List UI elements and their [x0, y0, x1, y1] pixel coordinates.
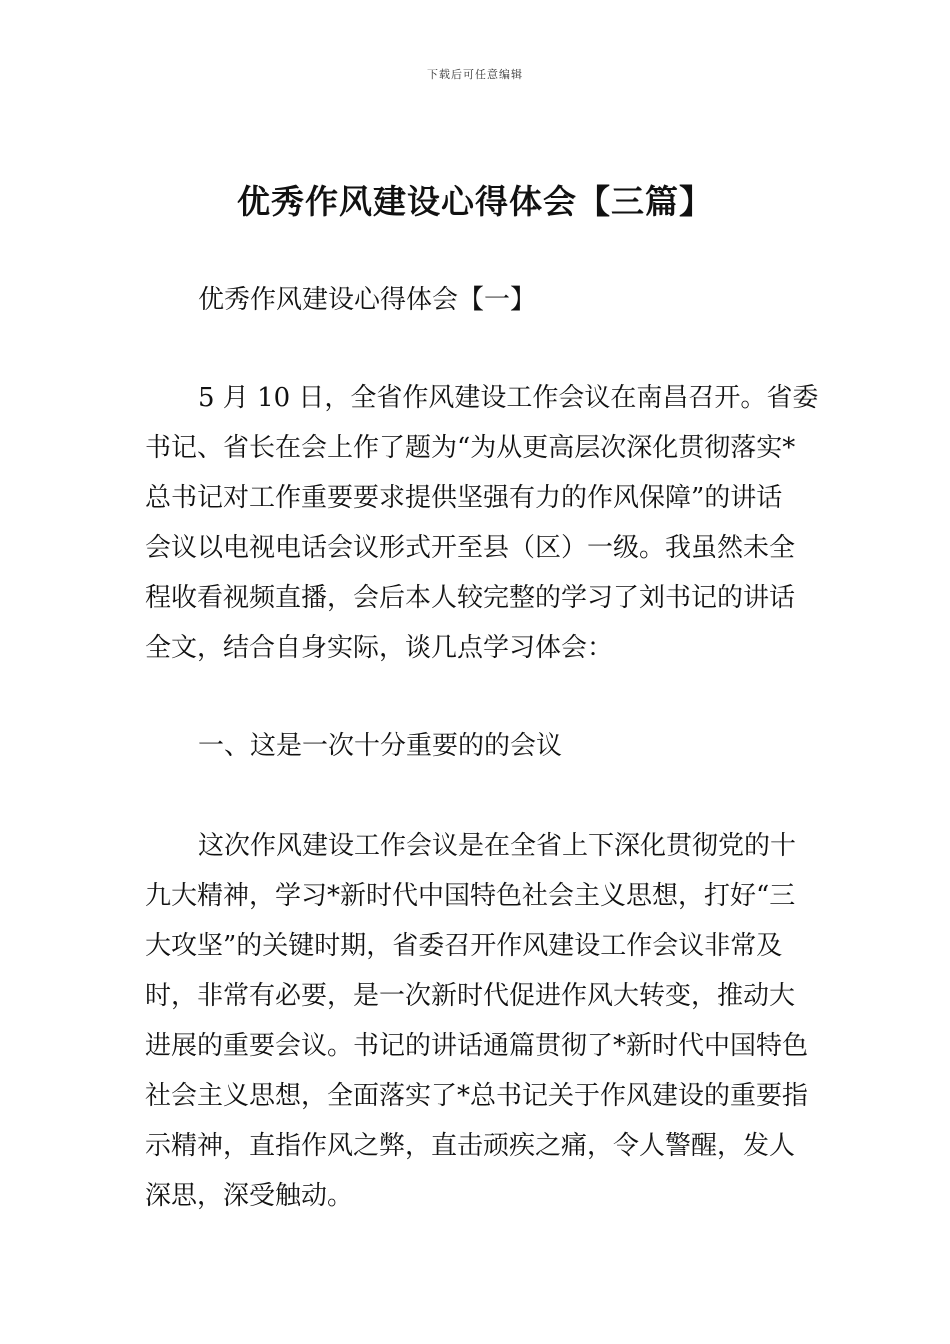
paragraph-line: 全文，结合自身实际，谈几点学习体会：: [145, 633, 614, 663]
paragraph-line: 进展的重要会议。书记的讲话通篇贯彻了*新时代中国特色: [145, 1031, 809, 1061]
paragraph-line: 时，非常有必要，是一次新时代促进作风大转变，推动大: [145, 981, 796, 1011]
paragraph-line: 这次作风建设工作会议是在全省上下深化贯彻党的十: [198, 831, 797, 861]
paragraph-line: 总书记对工作重要要求提供坚强有力的作风保障”的讲话: [145, 483, 783, 513]
document-title: 优秀作风建设心得体会【三篇】: [237, 182, 713, 221]
paragraph-line: 大攻坚”的关键时期，省委召开作风建设工作会议非常及: [145, 931, 783, 961]
section-heading: 一、这是一次十分重要的的会议: [198, 731, 563, 761]
paragraph-line: 会议以电视电话会议形式开至县（区）一级。我虽然未全: [145, 533, 796, 563]
paragraph-line: 书记、省长在会上作了题为“为从更高层次深化贯彻落实*: [145, 433, 796, 463]
paragraph-line: 深思，深受触动。: [145, 1181, 354, 1211]
paragraph-line: 九大精神，学习*新时代中国特色社会主义思想，打好“三: [145, 881, 796, 911]
paragraph-line: 示精神，直指作风之弊，直击顽疾之痛，令人警醒，发人: [145, 1131, 796, 1161]
header-note: 下载后可任意编辑: [427, 68, 523, 81]
paragraph-line: 社会主义思想，全面落实了*总书记关于作风建设的重要指: [145, 1081, 809, 1111]
subtitle: 优秀作风建设心得体会【一】: [198, 285, 537, 315]
paragraph-line: 5 月 10 日，全省作风建设工作会议在南昌召开。省委: [198, 383, 819, 413]
paragraph-line: 程收看视频直播，会后本人较完整的学习了刘书记的讲话: [145, 583, 796, 613]
